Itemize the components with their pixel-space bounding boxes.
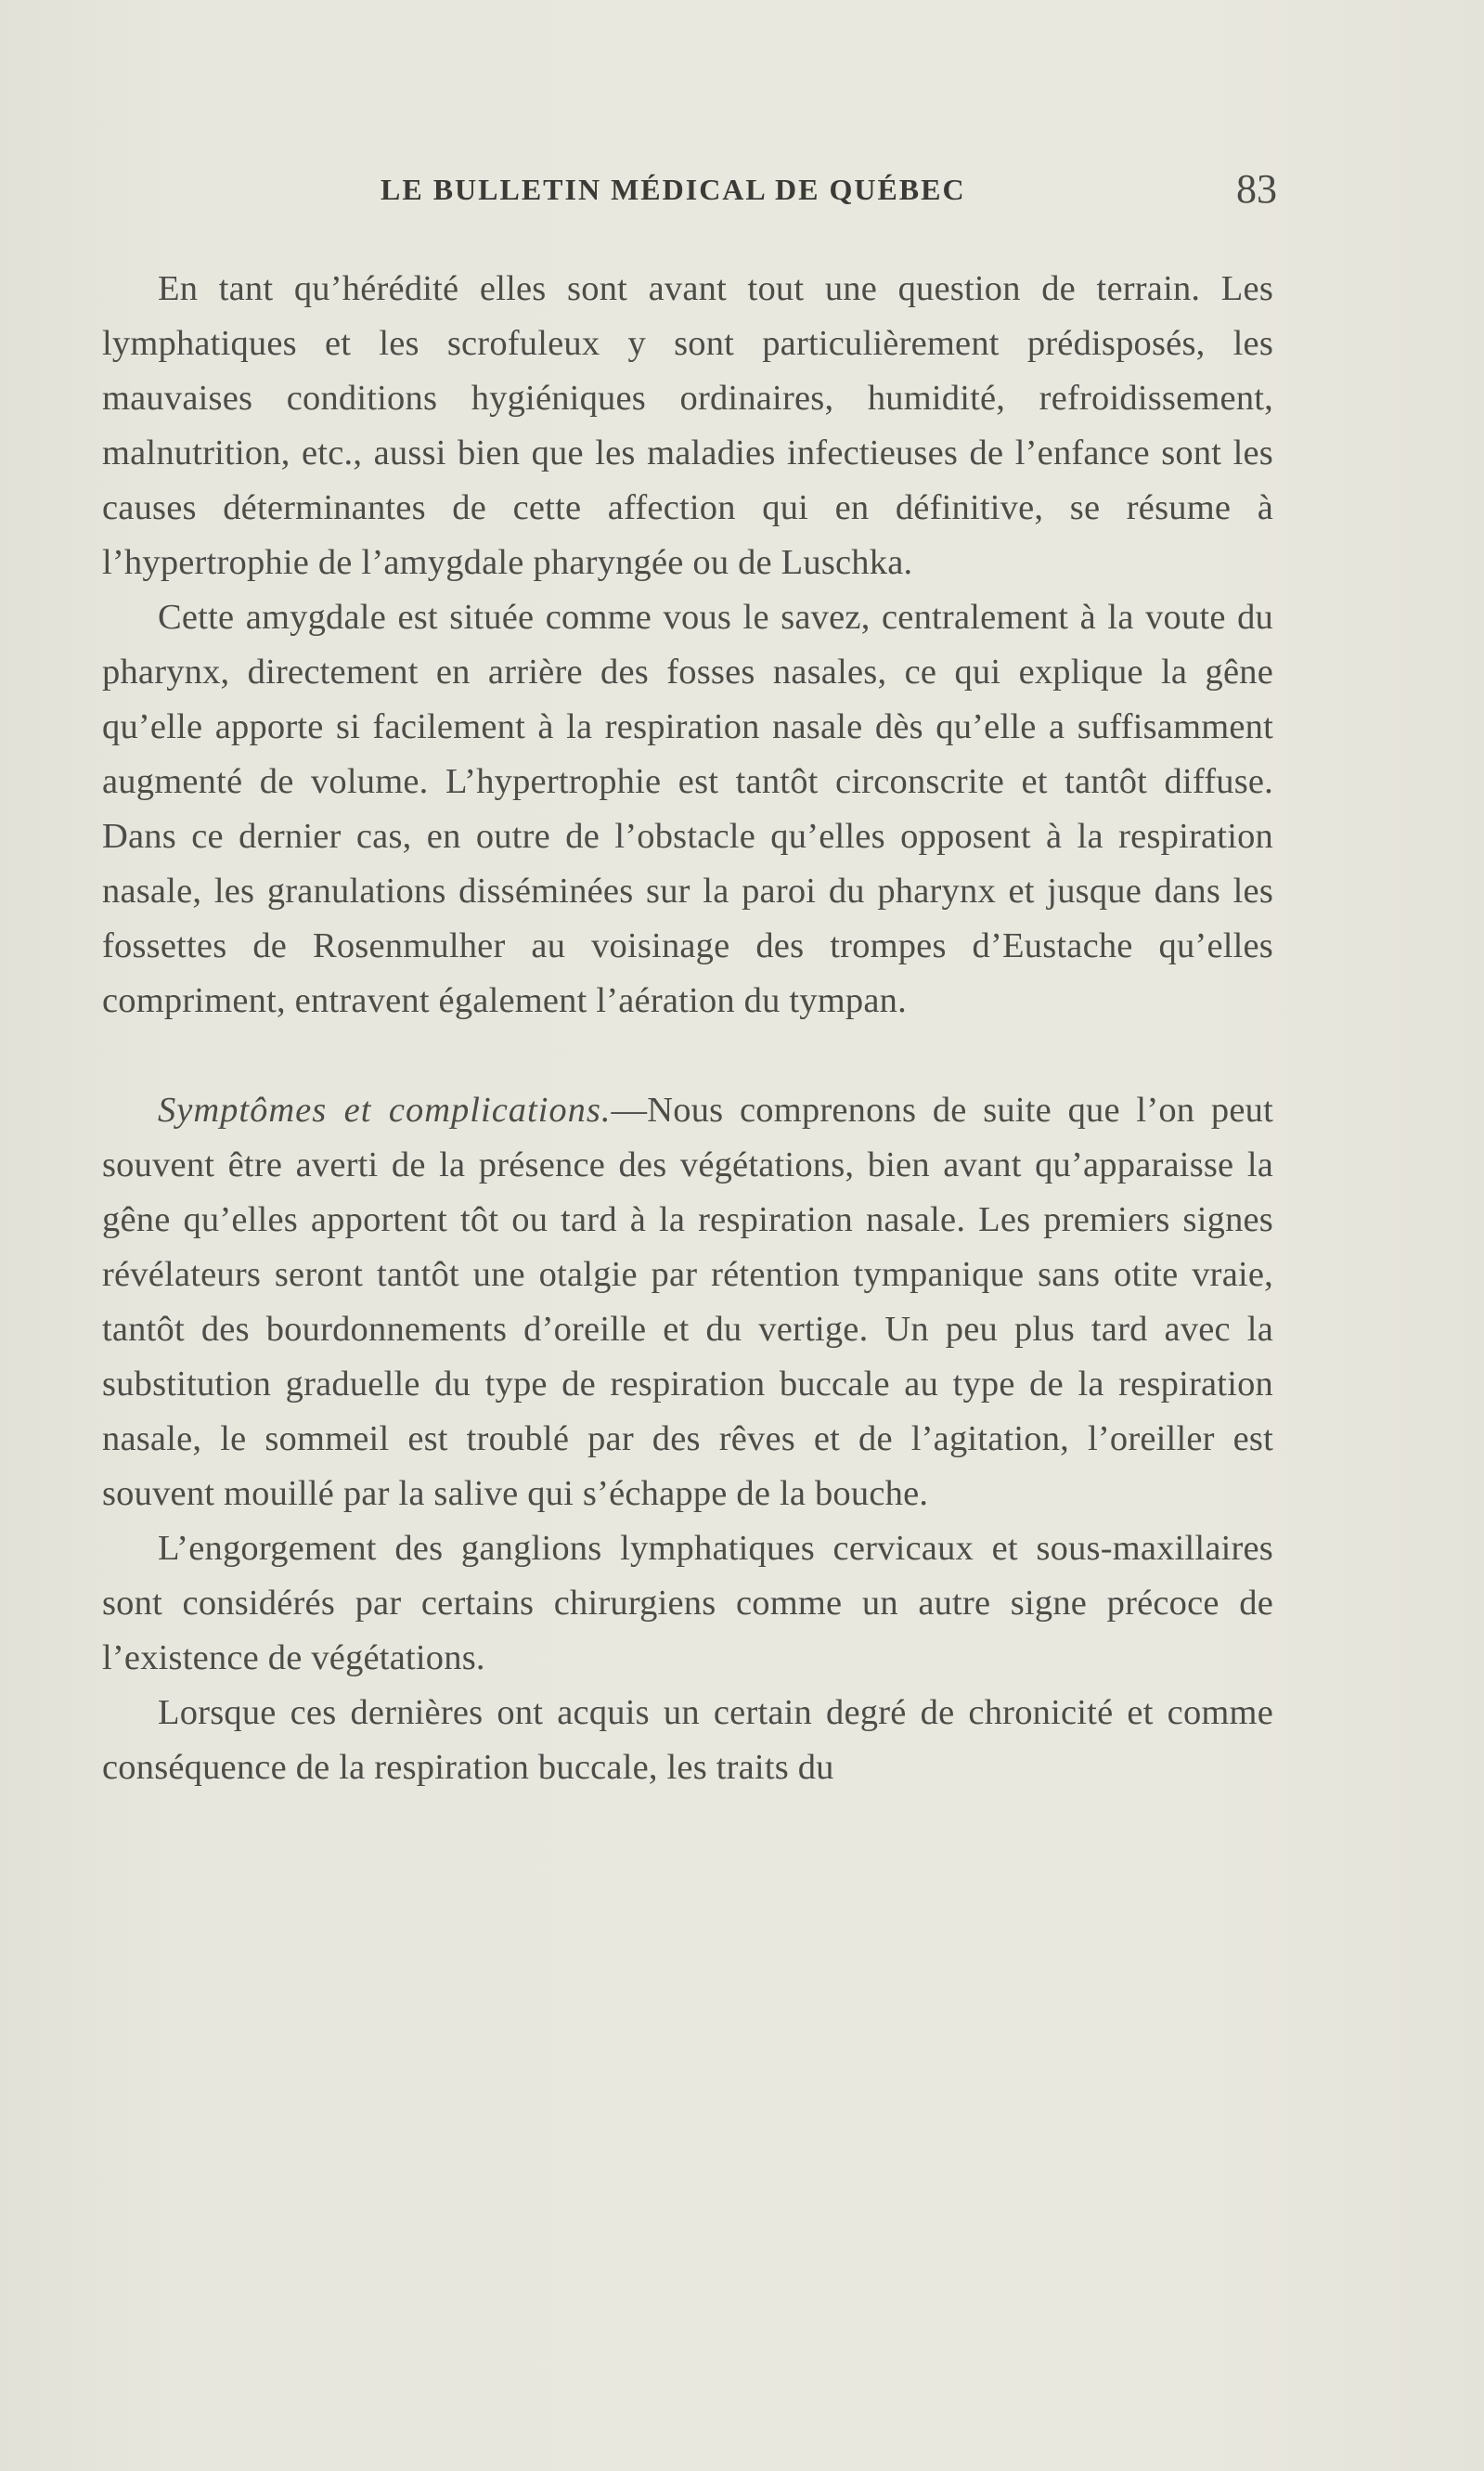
paragraph-symptoms-text: —Nous comprenons de suite que l’on peut souvent être averti de la présence des végétations, bien avant qu’apparaisse la gêne qu’elles apportent tôt ou tard à la respiration nasale. Les premiers signes révélateurs seront tantôt une otalgie par rétention tympanique sans otite vraie, tantôt des bourdonnements d’oreille et du vertige. Un peu plus tard avec la substitution graduelle du type de respiration buccale au type de la respiration nasale, le sommeil est troublé par des rêves et de l’agitation, l’oreiller est souvent mouillé par la salive qui s’échappe de la bouche.	[102, 1091, 1273, 1513]
body-text	[102, 262, 1273, 1795]
section-heading: Symptômes et complications.	[158, 1091, 612, 1130]
paragraph-symptoms	[102, 1083, 1273, 1521]
paragraph-heredity: En tant qu’hérédité elles sont avant tout une question de terrain. Les lymphatiques et les scrofuleux y sont particulièrement prédisposés, les mauvaises conditions hygiéniques ordinaires, humidité, refroidissement, malnutrition, etc., aussi bien que les maladies infectieuses de l’enfance sont les causes déterminantes de cette affection qui en définitive, se résume à l’hypertrophie de l’amygdale pharyngée ou de Luschka.	[102, 269, 1273, 582]
running-header	[0, 166, 1484, 219]
page-number: 83	[1236, 166, 1277, 212]
paragraph-ganglions: L’engorgement des ganglions lymphatiques cervicaux et sous-maxillaires sont considérés par certains chirurgiens comme un autre signe précoce de l’existence de végétations.	[102, 1529, 1273, 1677]
paragraph-chronicity: Lorsque ces dernières ont acquis un certain degré de chronicité et comme conséquence de la respiration buccale, les traits du	[102, 1693, 1273, 1787]
journal-title: LE BULLETIN MÉDICAL DE QUÉBEC	[381, 173, 966, 206]
paragraph-amygdale: Cette amygdale est située comme vous le savez, centralement à la voute du pharynx, directement en arrière des fosses nasales, ce qui explique la gêne qu’elle apporte si facilement à la respiration nasale dès qu’elle a suffisamment augmenté de volume. L’hypertrophie est tantôt circonscrite et tantôt diffuse. Dans ce dernier cas, en outre de l’obstacle qu’elles opposent à la respiration nasale, les granulations disséminées sur la paroi du pharynx et jusque dans les fossettes de Rosenmulher au voisinage des trompes d’Eustache qu’elles compriment, entravent également l’aération du tympan.	[102, 598, 1273, 1020]
